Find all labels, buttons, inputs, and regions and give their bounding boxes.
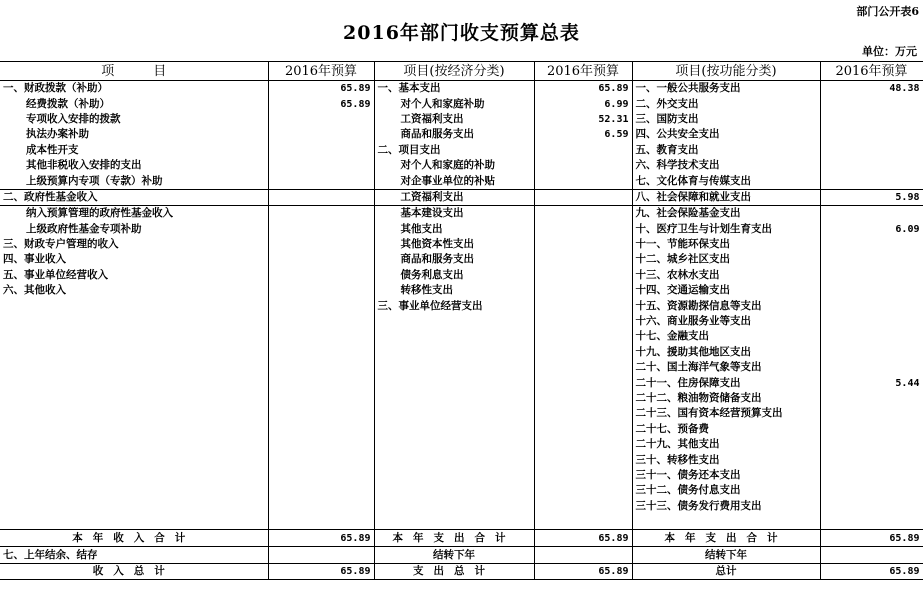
grand-total-label: 总计 — [632, 563, 820, 579]
func-budget-cell — [820, 437, 923, 452]
income-item-cell: 五、事业单位经营收入 — [3, 268, 108, 281]
income-item-cell: 纳入预算管理的政府性基金收入 — [26, 207, 173, 220]
econ-budget-cell — [534, 375, 632, 390]
func-budget-cell — [820, 96, 923, 111]
table-row — [0, 499, 923, 514]
income-item-cell — [0, 391, 268, 406]
income-budget-cell — [268, 189, 374, 205]
econ-item-cell — [374, 406, 534, 421]
econ-budget-cell — [534, 143, 632, 158]
func-item-cell: 十六、商业服务业等支出 — [632, 314, 820, 329]
budget-summary-table — [0, 61, 923, 580]
table-header-row — [0, 62, 923, 81]
col-func-budget: 2016年预算 — [820, 62, 923, 81]
exp-total-value: 65.89 — [534, 563, 632, 579]
col-income-budget: 2016年预算 — [268, 62, 374, 81]
econ-budget-cell — [534, 468, 632, 483]
func-budget-cell — [820, 112, 923, 127]
econ-budget-cell — [534, 298, 632, 313]
func-item-cell: 二十、国土海洋气象等支出 — [632, 360, 820, 375]
table-row — [0, 252, 923, 267]
income-item-cell: 专项收入安排的拨款 — [26, 112, 121, 125]
func-item-cell: 三十、转移性支出 — [632, 452, 820, 467]
func-budget-cell: 5.44 — [820, 375, 923, 390]
econ-item-cell — [374, 499, 534, 514]
econ-budget-cell — [534, 252, 632, 267]
econ-item-cell: 二、项目支出 — [374, 143, 534, 158]
grand-total-value: 65.89 — [820, 563, 923, 579]
income-budget-cell — [268, 268, 374, 283]
income-budget-cell — [268, 173, 374, 189]
income-item-cell: 执法办案补助 — [26, 128, 89, 141]
econ-budget-cell: 6.99 — [534, 96, 632, 111]
econ-budget-cell — [534, 189, 632, 205]
econ-budget-cell — [534, 206, 632, 222]
func-budget-cell: 6.09 — [820, 222, 923, 237]
income-budget-cell — [268, 127, 374, 142]
econ-budget-cell: 6.59 — [534, 127, 632, 142]
income-total-label: 收入总计 — [0, 563, 268, 579]
income-item-cell — [0, 483, 268, 498]
year-exp2-label: 本年支出合计 — [632, 530, 820, 547]
col-func-item: 项目(按功能分类) — [632, 62, 820, 81]
func-item-cell: 十九、援助其他地区支出 — [632, 345, 820, 360]
income-budget-cell — [268, 406, 374, 421]
table-row — [0, 222, 923, 237]
table-row — [0, 375, 923, 390]
income-item-cell: 其他非税收入安排的支出 — [26, 159, 142, 172]
func-item-cell: 六、科学技术支出 — [632, 158, 820, 173]
table-row — [0, 143, 923, 158]
econ-item-cell — [374, 314, 534, 329]
table-row — [0, 452, 923, 467]
table-row — [0, 391, 923, 406]
econ-budget-cell — [534, 173, 632, 189]
income-item-cell: 上级预算内专项（专款）补助 — [0, 173, 268, 189]
func-item-cell: 五、教育支出 — [632, 143, 820, 158]
econ-budget-cell — [534, 237, 632, 252]
func-item-cell: 八、社会保障和就业支出 — [632, 189, 820, 205]
econ-item-cell: 商品和服务支出 — [374, 252, 534, 267]
econ-item-cell — [374, 391, 534, 406]
econ-budget-cell — [534, 514, 632, 530]
unit-label: 单位：万元 — [862, 45, 917, 58]
income-item-cell: 经费拨款（补助） — [26, 97, 110, 110]
econ-item-cell: 一、基本支出 — [374, 81, 534, 97]
income-budget-cell — [268, 112, 374, 127]
econ-budget-cell — [534, 391, 632, 406]
econ-item-cell: 工资福利支出 — [374, 189, 534, 205]
econ-item-cell: 商品和服务支出 — [374, 127, 534, 142]
table-number-tag: 部门公开表6 — [856, 5, 919, 18]
econ-item-cell: 对个人和家庭的补助 — [374, 158, 534, 173]
func-budget-cell — [820, 329, 923, 344]
func-budget-cell — [820, 298, 923, 313]
year-exp2-value: 65.89 — [820, 530, 923, 547]
func-item-cell: 四、公共安全支出 — [632, 127, 820, 142]
income-item-cell: 四、事业收入 — [3, 253, 66, 266]
income-budget-cell: 65.89 — [268, 81, 374, 97]
func-item-cell: 十一、节能环保支出 — [632, 237, 820, 252]
func-budget-cell — [820, 514, 923, 530]
func-item-cell: 二、外交支出 — [632, 96, 820, 111]
econ-item-cell: 其他资本性支出 — [374, 237, 534, 252]
page-title: 2016年部门收支预算总表 — [343, 22, 580, 44]
func-item-cell: 十七、金融支出 — [632, 329, 820, 344]
econ-item-cell: 基本建设支出 — [374, 206, 534, 222]
table-row — [0, 173, 923, 189]
income-item-cell: 三、财政专户管理的收入 — [3, 238, 119, 251]
income-budget-cell — [268, 468, 374, 483]
func-budget-cell — [820, 360, 923, 375]
econ-item-cell — [374, 329, 534, 344]
table-row — [0, 345, 923, 360]
func-item-cell: 三、国防支出 — [632, 112, 820, 127]
income-item-cell: 成本性开支 — [26, 143, 79, 156]
income-budget-cell — [268, 360, 374, 375]
econ-budget-cell — [534, 283, 632, 298]
func-item-cell: 十五、资源勘探信息等支出 — [632, 298, 820, 313]
func-item-cell: 十、医疗卫生与计划生育支出 — [632, 222, 820, 237]
econ-budget-cell — [534, 314, 632, 329]
income-item-cell — [0, 514, 268, 530]
func-budget-cell — [820, 206, 923, 222]
income-budget-cell — [268, 499, 374, 514]
income-item-cell — [0, 422, 268, 437]
income-item-cell: 一、财政拨款（补助） — [3, 82, 108, 95]
income-item-cell — [0, 468, 268, 483]
income-item-cell — [0, 406, 268, 421]
func-budget-cell — [820, 468, 923, 483]
grand-total-row — [0, 563, 923, 579]
table-row — [0, 468, 923, 483]
table-row — [0, 127, 923, 142]
table-row — [0, 298, 923, 313]
func-budget-cell: 5.98 — [820, 189, 923, 205]
income-budget-cell — [268, 252, 374, 267]
income-item-cell — [0, 314, 268, 329]
table-row — [0, 422, 923, 437]
func-item-cell: 二十二、粮油物资储备支出 — [632, 391, 820, 406]
func-budget-cell — [820, 283, 923, 298]
table-row — [0, 206, 923, 222]
func-item-cell: 十二、城乡社区支出 — [632, 252, 820, 267]
econ-budget-cell — [534, 360, 632, 375]
func-item-cell: 三十一、债务还本支出 — [632, 468, 820, 483]
col-econ-budget: 2016年预算 — [534, 62, 632, 81]
income-item-cell — [0, 329, 268, 344]
year-exp-label: 本年支出合计 — [374, 530, 534, 547]
carry-out2-label: 结转下年 — [632, 547, 820, 563]
income-item-cell — [0, 360, 268, 375]
income-budget-cell — [268, 422, 374, 437]
econ-budget-cell — [534, 329, 632, 344]
econ-item-cell — [374, 437, 534, 452]
econ-item-cell — [374, 452, 534, 467]
func-item-cell: 二十七、预备费 — [632, 422, 820, 437]
carry-out2-value — [820, 547, 923, 563]
income-item-cell: 二、政府性基金收入 — [0, 189, 268, 205]
func-budget-cell — [820, 391, 923, 406]
income-budget-cell — [268, 283, 374, 298]
econ-budget-cell — [534, 499, 632, 514]
exp-total-label: 支出总计 — [374, 563, 534, 579]
table-row — [0, 437, 923, 452]
econ-budget-cell — [534, 158, 632, 173]
table-row — [0, 406, 923, 421]
income-item-cell — [0, 452, 268, 467]
econ-item-cell — [374, 422, 534, 437]
income-budget-cell — [268, 206, 374, 222]
income-budget-cell — [268, 314, 374, 329]
income-budget-cell — [268, 237, 374, 252]
econ-item-cell — [374, 514, 534, 530]
func-item-cell: 二十一、住房保障支出 — [632, 375, 820, 390]
econ-item-cell — [374, 375, 534, 390]
table-row — [0, 112, 923, 127]
income-budget-cell — [268, 158, 374, 173]
income-item-cell — [0, 345, 268, 360]
income-item-cell: 六、其他收入 — [3, 284, 66, 297]
econ-item-cell: 对个人和家庭补助 — [374, 96, 534, 111]
income-budget-cell: 65.89 — [268, 96, 374, 111]
income-budget-cell — [268, 437, 374, 452]
table-row — [0, 189, 923, 205]
func-budget-cell — [820, 499, 923, 514]
econ-budget-cell — [534, 406, 632, 421]
income-budget-cell — [268, 514, 374, 530]
income-item-cell — [0, 499, 268, 514]
econ-item-cell: 工资福利支出 — [374, 112, 534, 127]
carry-row — [0, 547, 923, 563]
econ-budget-cell — [534, 345, 632, 360]
table-row — [0, 514, 923, 530]
func-item-cell: 二十九、其他支出 — [632, 437, 820, 452]
func-budget-cell — [820, 173, 923, 189]
income-item-cell — [0, 375, 268, 390]
carry-out-label: 结转下年 — [374, 547, 534, 563]
func-budget-cell — [820, 452, 923, 467]
func-budget-cell — [820, 143, 923, 158]
income-budget-cell — [268, 345, 374, 360]
col-econ-item: 项目(按经济分类) — [374, 62, 534, 81]
func-budget-cell — [820, 268, 923, 283]
year-total-row — [0, 530, 923, 547]
table-row — [0, 483, 923, 498]
func-item-cell: 十三、农林水支出 — [632, 268, 820, 283]
econ-item-cell: 对企事业单位的补贴 — [374, 173, 534, 189]
table-row — [0, 237, 923, 252]
func-budget-cell — [820, 483, 923, 498]
func-item-cell: 二十三、国有资本经营预算支出 — [632, 406, 820, 421]
econ-item-cell — [374, 360, 534, 375]
econ-budget-cell — [534, 422, 632, 437]
table-row — [0, 81, 923, 97]
func-budget-cell — [820, 422, 923, 437]
func-item-cell: 十四、交通运输支出 — [632, 283, 820, 298]
econ-budget-cell — [534, 222, 632, 237]
func-budget-cell — [820, 345, 923, 360]
income-item-cell: 上级政府性基金专项补助 — [26, 222, 142, 235]
econ-item-cell: 其他支出 — [374, 222, 534, 237]
year-income-label: 本年收入合计 — [0, 530, 268, 547]
func-budget-cell — [820, 237, 923, 252]
income-total-value: 65.89 — [268, 563, 374, 579]
func-item-cell: 九、社会保险基金支出 — [632, 206, 820, 222]
func-item-cell: 七、文化体育与传媒支出 — [632, 173, 820, 189]
year-exp-value: 65.89 — [534, 530, 632, 547]
econ-budget-cell: 52.31 — [534, 112, 632, 127]
income-budget-cell — [268, 375, 374, 390]
income-budget-cell — [268, 452, 374, 467]
income-budget-cell — [268, 391, 374, 406]
table-row — [0, 360, 923, 375]
income-budget-cell — [268, 222, 374, 237]
func-budget-cell: 48.38 — [820, 81, 923, 97]
func-budget-cell — [820, 314, 923, 329]
econ-budget-cell — [534, 483, 632, 498]
table-row — [0, 96, 923, 111]
carry-label: 七、上年结余、结存 — [0, 547, 268, 563]
econ-item-cell — [374, 345, 534, 360]
year-income-value: 65.89 — [268, 530, 374, 547]
col-income-item: 项 目 — [0, 62, 268, 81]
func-item-cell — [632, 514, 820, 530]
table-row — [0, 283, 923, 298]
func-item-cell: 一、一般公共服务支出 — [632, 81, 820, 97]
econ-budget-cell — [534, 452, 632, 467]
func-budget-cell — [820, 127, 923, 142]
func-budget-cell — [820, 252, 923, 267]
carry-out-value — [534, 547, 632, 563]
table-row — [0, 268, 923, 283]
income-budget-cell — [268, 483, 374, 498]
income-budget-cell — [268, 143, 374, 158]
econ-item-cell: 三、事业单位经营支出 — [374, 298, 534, 313]
table-row — [0, 314, 923, 329]
func-item-cell: 三十三、债务发行费用支出 — [632, 499, 820, 514]
carry-value — [268, 547, 374, 563]
econ-budget-cell: 65.89 — [534, 81, 632, 97]
table-row — [0, 329, 923, 344]
income-budget-cell — [268, 329, 374, 344]
econ-budget-cell — [534, 437, 632, 452]
econ-item-cell: 转移性支出 — [374, 283, 534, 298]
income-item-cell — [0, 298, 268, 313]
income-item-cell — [0, 437, 268, 452]
func-budget-cell — [820, 158, 923, 173]
func-item-cell: 三十二、债务付息支出 — [632, 483, 820, 498]
econ-item-cell: 债务利息支出 — [374, 268, 534, 283]
econ-item-cell — [374, 483, 534, 498]
econ-budget-cell — [534, 268, 632, 283]
income-budget-cell — [268, 298, 374, 313]
table-row — [0, 158, 923, 173]
econ-item-cell — [374, 468, 534, 483]
func-budget-cell — [820, 406, 923, 421]
